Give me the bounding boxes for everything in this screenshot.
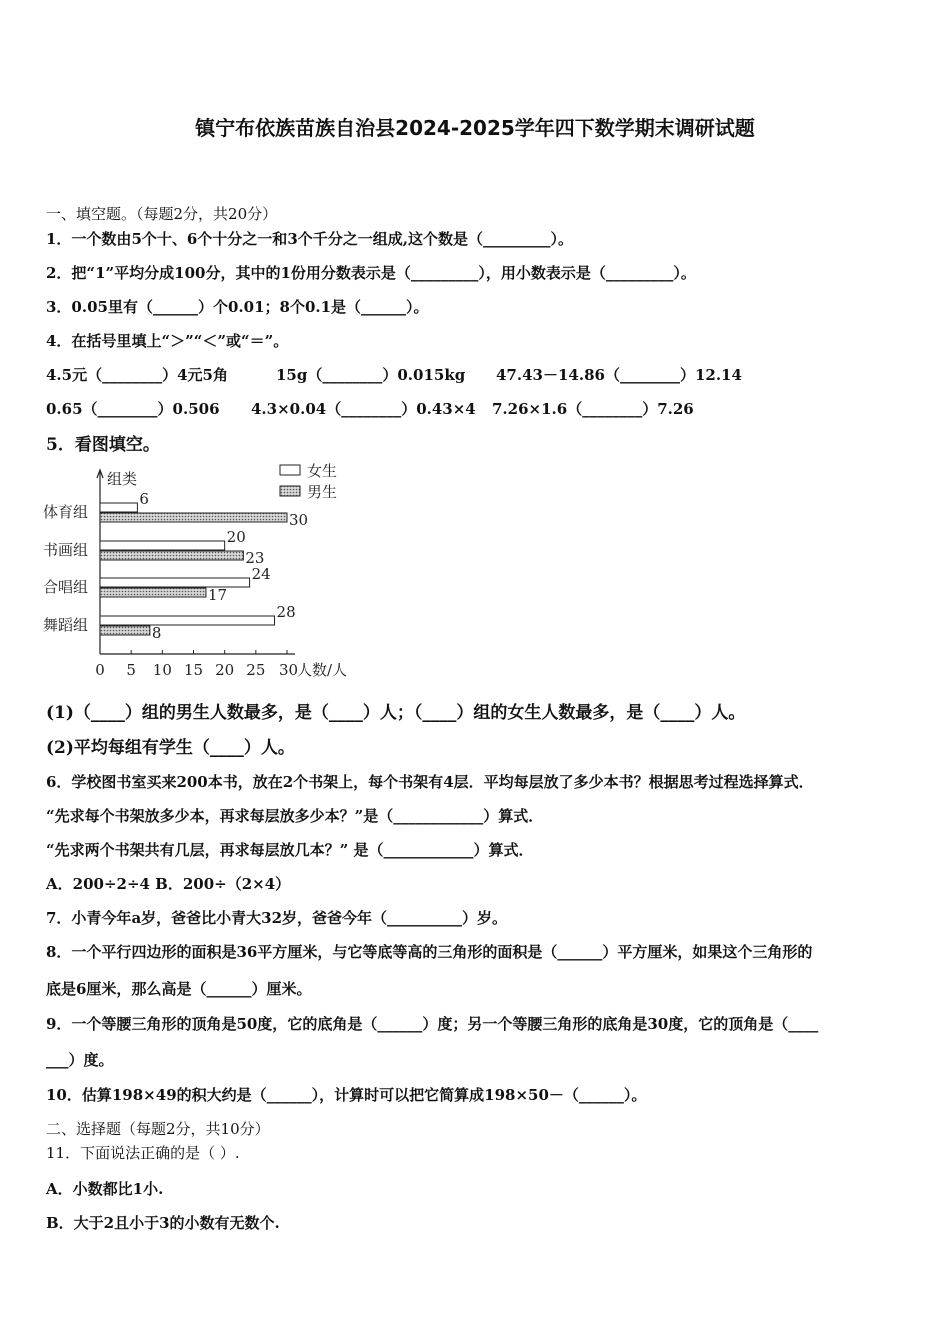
question-7: 7．小青今年a岁，爸爸比小青大32岁，爸爸今年（__________）岁。: [46, 909, 508, 927]
legend-swatch: [280, 486, 300, 496]
question-4: 4．在括号里填上“＞”“＜”或“＝”。: [46, 332, 289, 350]
legend-label: 男生: [307, 483, 338, 501]
question-6-b: “先求两个书架共有几层，再求每层放几本？” 是（____________）算式．: [46, 841, 534, 859]
question-5: 5．看图填空。: [46, 435, 160, 455]
legend-swatch: [280, 465, 300, 475]
x-tick-label: 10: [152, 661, 172, 679]
question-10: 10．估算198×49的积大约是（______），计算时可以把它简算成198×50－（______）。: [46, 1086, 647, 1104]
category-label: 舞蹈组: [43, 616, 89, 634]
bar-girls: [100, 541, 225, 550]
x-tick-label: 5: [126, 661, 136, 679]
data-label: 24: [251, 565, 271, 583]
category-label: 合唱组: [43, 578, 89, 596]
compare-item: 4.5元（________）4元5角: [46, 366, 228, 384]
data-label: 23: [245, 549, 265, 567]
data-label: 17: [207, 586, 228, 604]
data-label: 30: [289, 511, 309, 529]
compare-item: 7.26×1.6（________）7.26: [492, 400, 694, 418]
section1-heading: 一、填空题。（每题2分，共20分）: [46, 205, 278, 223]
bar-girls: [100, 616, 275, 625]
question-9-line-2: ___）度。: [46, 1051, 114, 1069]
question-1: 1．一个数由5个十、6个十分之一和3个千分之一组成,这个数是（_________）。: [46, 230, 573, 248]
x-tick-label: 20: [215, 661, 235, 679]
bar-girls: [100, 578, 250, 587]
question-5-part-1: (1)（____）组的男生人数最多，是（____）人；（____）组的女生人数最多，是（____）人。: [46, 703, 746, 723]
question-8-line-1: 8．一个平行四边形的面积是36平方厘米，与它等底等高的三角形的面积是（______）平方厘米，如果这个三角形的: [46, 943, 813, 961]
bar-girls: [100, 503, 137, 512]
question-4-row-2: [46, 398, 694, 419]
section2-heading: 二、选择题（每题2分，共10分）: [46, 1120, 270, 1138]
bar-boys: [100, 551, 243, 560]
bar-boys: [100, 588, 206, 597]
question-8-line-2: 底是6厘米，那么高是（______）厘米。: [46, 980, 312, 998]
compare-item: 0.65（________）0.506: [46, 400, 220, 418]
x-axis-label: 人数/人: [297, 661, 348, 679]
question-5-part-2: (2)平均每组有学生（____）人。: [46, 738, 295, 758]
x-tick-label: 15: [183, 661, 204, 679]
data-label: 28: [276, 603, 296, 621]
x-tick-label: 25: [246, 661, 266, 679]
question-11: 11．下面说法正确的是（ ）.: [46, 1144, 240, 1162]
data-label: 6: [139, 490, 149, 508]
compare-item: 15g（________）0.015kg: [276, 366, 466, 384]
question-6-a: “先求每个书架放多少本，再求每层放多少本？”是（____________）算式．: [46, 807, 544, 825]
question-6-options: A．200÷2÷4 B．200÷（2×4）: [46, 875, 291, 893]
question-6: 6．学校图书室买来200本书，放在2个书架上，每个书架有4层．平均每层放了多少本书？根据思考过程选择算式．: [46, 773, 814, 791]
x-tick-label: 0: [95, 661, 105, 679]
bar-chart: [40, 458, 370, 680]
page-title: 镇宁布依族苗族自治县2024-2025学年四下数学期末调研试题: [195, 116, 755, 140]
compare-item: 4.3×0.04（________）0.43×4: [251, 400, 476, 418]
data-label: 8: [151, 624, 162, 642]
data-label: 20: [226, 528, 246, 546]
question-11-option-a: A．小数都比1小.: [46, 1180, 164, 1198]
question-4-row-1: [46, 364, 742, 385]
category-label: 体育组: [43, 503, 89, 521]
category-label: 书画组: [43, 541, 89, 559]
y-axis-label: 组类: [107, 470, 138, 488]
question-11-option-b: B．大于2且小于3的小数有无数个.: [46, 1214, 280, 1232]
legend-label: 女生: [307, 462, 338, 480]
bar-boys: [100, 513, 287, 522]
bar-boys: [100, 626, 150, 635]
question-2: 2．把“1”平均分成100分，其中的1份用分数表示是（_________），用小数表示是（_________）。: [46, 264, 696, 282]
compare-item: 47.43－14.86（________）12.14: [496, 366, 742, 384]
question-9-line-1: 9．一个等腰三角形的顶角是50度，它的底角是（______）度；另一个等腰三角形的底角是30度，它的顶角是（____: [46, 1015, 819, 1033]
x-tick-label: 30: [279, 661, 299, 679]
question-3: 3．0.05里有（______）个0.01；8个0.1是（______）。: [46, 298, 429, 316]
